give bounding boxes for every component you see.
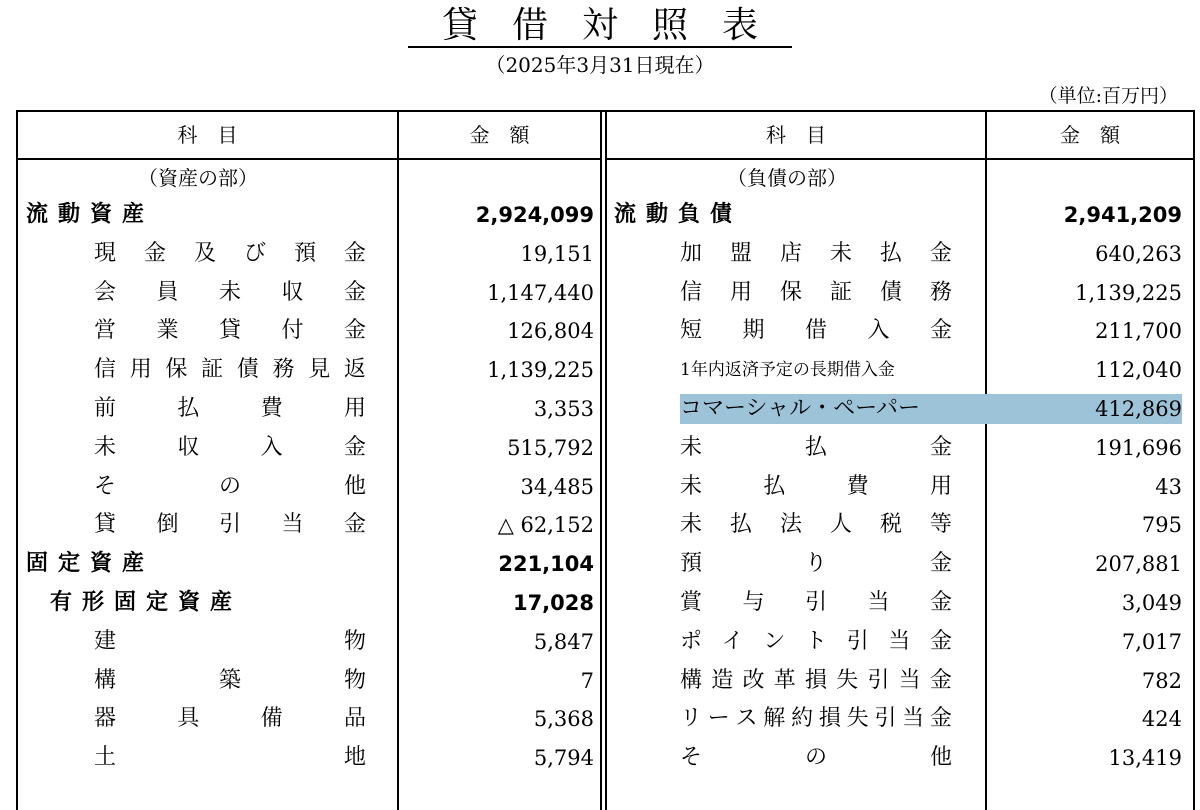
left-row-value: 5,794 bbox=[533, 746, 594, 771]
left-amount-divider bbox=[397, 110, 399, 810]
left-row-value: △ 62,152 bbox=[497, 513, 594, 538]
left-row-label: 土 地 bbox=[94, 745, 366, 771]
left-amount-header: 金 額 bbox=[469, 123, 530, 147]
right-row-label: 流動負債 bbox=[614, 202, 743, 227]
document-date: （2025年3月31日現在） bbox=[485, 53, 715, 77]
center-double-divider-a bbox=[600, 110, 602, 810]
left-row-value: 5,847 bbox=[533, 629, 594, 654]
right-row-value: 211,700 bbox=[1095, 319, 1182, 344]
document-title: 貸借対照表 bbox=[0, 4, 1200, 48]
left-header-rule bbox=[16, 158, 602, 160]
left-row-label: 会 員 未 収 金 bbox=[94, 279, 366, 305]
right-row-value: 13,419 bbox=[1108, 746, 1182, 771]
right-row-label: 加 盟 店 未 払 金 bbox=[680, 240, 952, 266]
left-row-value: 221,104 bbox=[498, 552, 594, 577]
right-row-value: 640,263 bbox=[1095, 241, 1182, 266]
right-row-value: 43 bbox=[1155, 474, 1182, 499]
right-amount-header: 金 額 bbox=[1060, 123, 1120, 147]
left-row-value: 3,353 bbox=[533, 397, 594, 421]
left-row-value: 7 bbox=[580, 668, 594, 693]
right-row-label: 信 用 保 証 債 務 bbox=[680, 279, 952, 305]
left-row-label: そ の 他 bbox=[94, 473, 366, 499]
right-row-label: 未 払 金 bbox=[680, 434, 952, 460]
left-row-label: 流動資産 bbox=[26, 202, 155, 227]
right-row-value: 207,881 bbox=[1095, 552, 1182, 577]
left-row-label: 営 業 貸 付 金 bbox=[94, 318, 366, 344]
right-row-label: 預 り 金 bbox=[680, 551, 952, 577]
left-row-value: 126,804 bbox=[507, 319, 594, 344]
left-row-value: 515,792 bbox=[507, 435, 594, 460]
right-row-label: ポ イ ン ト 引 当 金 bbox=[680, 628, 952, 654]
right-row-label: 未 払 法 人 税 等 bbox=[680, 512, 952, 538]
right-amount-divider bbox=[985, 110, 987, 810]
left-row-label: 器 具 備 品 bbox=[94, 706, 366, 732]
unit-label: （単位:百万円） bbox=[1038, 85, 1178, 107]
left-row-value: 1,139,225 bbox=[487, 358, 594, 383]
right-row-value: 795 bbox=[1141, 513, 1182, 538]
right-row-label: 1年内返済予定の長期借入金 bbox=[680, 360, 895, 381]
center-double-divider-b bbox=[605, 110, 607, 810]
left-row-label: 有形固定資産 bbox=[50, 590, 243, 615]
left-row-value: 19,151 bbox=[520, 241, 594, 266]
left-row-label: 未 収 入 金 bbox=[94, 434, 366, 460]
right-row-label: 短 期 借 入 金 bbox=[680, 318, 952, 344]
right-row-label: 構 造 改 革 損 失 引 当 金 bbox=[680, 667, 952, 693]
right-item-header: 科 目 bbox=[766, 123, 826, 147]
right-row-value: 412,869 bbox=[1095, 397, 1182, 421]
right-row-value: 3,049 bbox=[1121, 591, 1182, 615]
right-row-value: 112,040 bbox=[1095, 358, 1182, 383]
left-row-value: 1,147,440 bbox=[487, 280, 594, 305]
right-header-rule bbox=[605, 158, 1195, 160]
left-row-label: 構 築 物 bbox=[94, 667, 366, 693]
assets-section-label: （資産の部） bbox=[138, 166, 258, 190]
left-row-label: 建 物 bbox=[94, 628, 366, 654]
left-item-header: 科 目 bbox=[177, 123, 238, 147]
right-row-label: 賞 与 引 当 金 bbox=[680, 590, 952, 615]
left-row-value: 34,485 bbox=[520, 474, 594, 499]
left-row-value: 5,368 bbox=[533, 707, 594, 732]
right-row-value: 1,139,225 bbox=[1075, 280, 1182, 305]
left-row-label: 現 金 及 び 預 金 bbox=[94, 240, 366, 266]
right-row-label: リ ー ス 解 約 損 失 引 当 金 bbox=[680, 706, 952, 732]
left-row-label: 前 払 費 用 bbox=[94, 396, 366, 421]
right-row-value: 7,017 bbox=[1121, 629, 1182, 654]
right-row-label: そ の 他 bbox=[680, 745, 952, 771]
right-row-label: コマーシャル・ペーパー bbox=[680, 396, 921, 421]
left-row-value: 17,028 bbox=[512, 591, 594, 615]
right-row-value: 2,941,209 bbox=[1063, 203, 1182, 227]
left-row-label: 信 用 保 証 債 務 見 返 bbox=[94, 357, 366, 383]
right-row-label: 未 払 費 用 bbox=[680, 473, 952, 499]
left-row-label: 固定資産 bbox=[26, 551, 155, 577]
left-row-label: 貸 倒 引 当 金 bbox=[94, 512, 366, 538]
right-row-value: 424 bbox=[1141, 707, 1182, 732]
right-row-value: 191,696 bbox=[1095, 435, 1182, 460]
right-row-value: 782 bbox=[1141, 668, 1182, 693]
liabilities-section-label: （負債の部） bbox=[727, 166, 847, 190]
left-row-value: 2,924,099 bbox=[475, 203, 594, 227]
